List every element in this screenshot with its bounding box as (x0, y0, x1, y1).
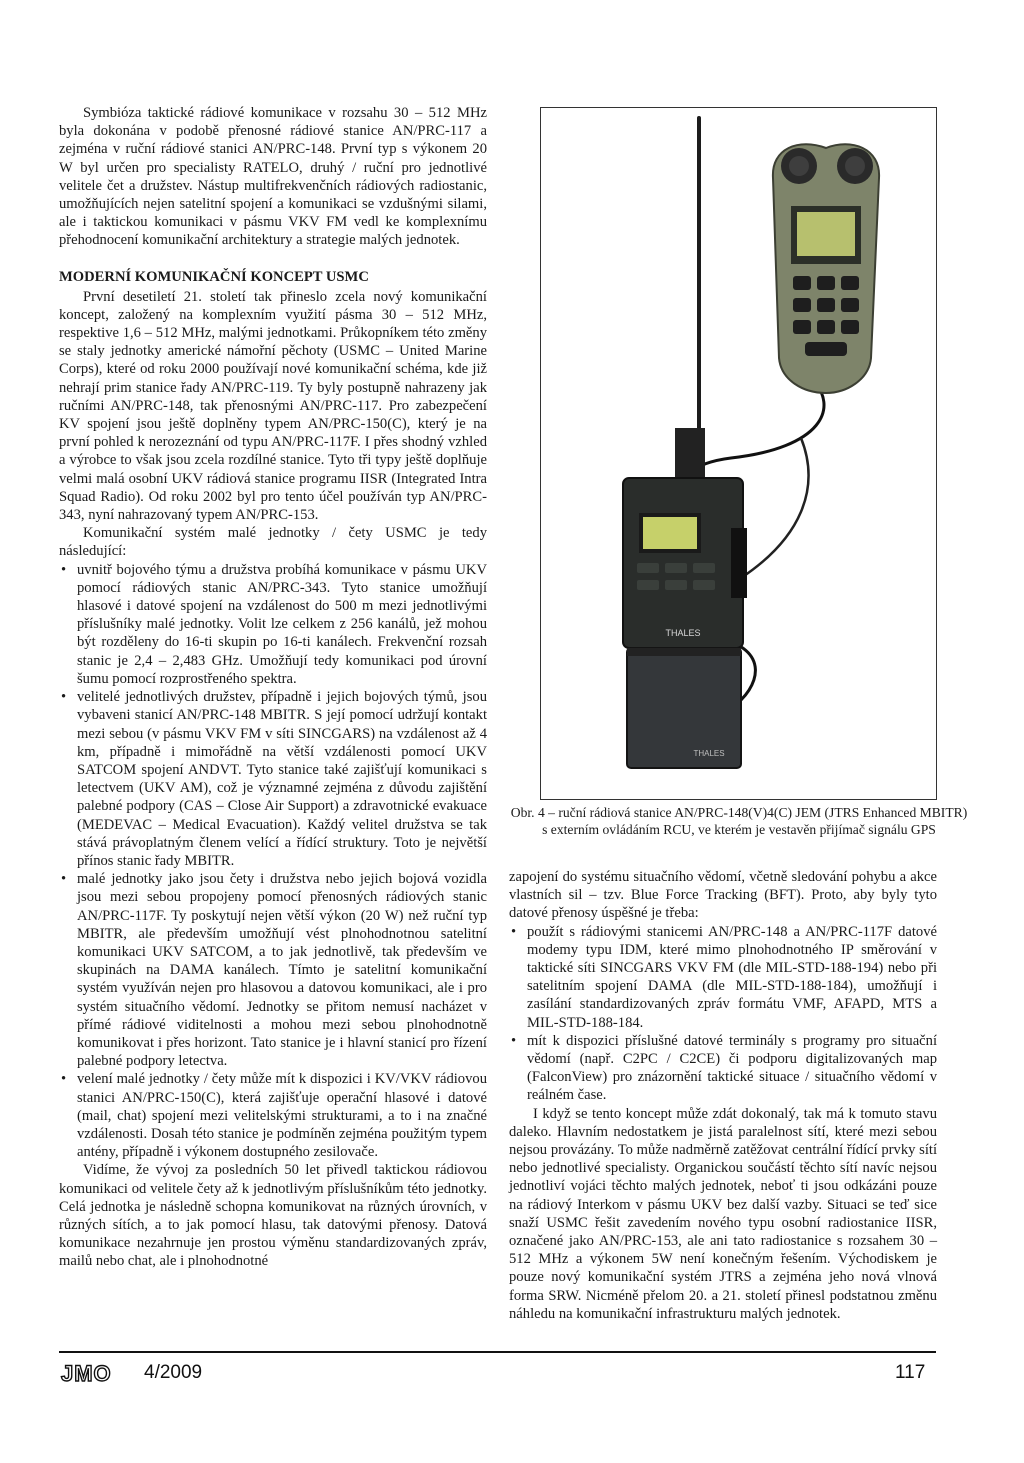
rcu-controller (773, 144, 879, 393)
section-heading: MODERNÍ KOMUNIKAČNÍ KONCEPT USMC (59, 268, 369, 285)
list-item: • použít s rádiovými stanicemi AN/PRC-148 a AN/PRC-117F datové modemy typu IDM, které mimo plnohodnotného IP směrování v taktické síti SINCGARS VKV FM (dle MIL-STD-188-194) nebo při satelitním spojení DAMA (dle MIL-STD-188-184), umožňují i zasílání standardizovaných zpráv formátu VMF, AFAPD, MTS a MIL-STD-188-184. (509, 923, 937, 1032)
journal-logo: JMO (61, 1361, 112, 1386)
body-paragraph: zapojení do systému situačního vědomí, včetně sledování pohybu a akce vlastních sil – tzv. Blue Force Tracking (BFT). Proto, aby byly tyto datové přenosy úspěšné je třeba: (509, 869, 937, 922)
bullet-list (509, 923, 937, 1105)
body-paragraph: Vidíme, že vývoj za posledních 50 let přivedl taktickou rádiovou komunikaci od velitele čety až k jednotlivým příslušníkům této jednotky. Celá jednotka je následně schopna komunikovat na různých úrovních, v různých sítích, a to jak pomocí hlasu, tak datovými přenosy. Datová komunikace nezahrnuje jen prostou výměnu standardizovaných zpráv, mailů nebo chat, ale i plnohodnotné (59, 1162, 487, 1270)
list-item: • velení malé jednotky / čety může mít k dispozici i KV/VKV rádiovou stanici AN/PRC-150(C), která zajišťuje operační hlasové i datové (mail, chat) spojení mezi velitelskými strukturami, a to i na značné vzdálenosti. Dosah této stanice je podmíněn zejména použitým typem antény, případně i výkonem dostupného zesilovače. (59, 1070, 487, 1161)
body-paragraph: První desetiletí 21. století tak přineslo zcela nový komunikační koncept, založený na komplexním využití pásma 30 – 512 MHz, respektive 1,6 – 512 MHz, malými jednotkami. Průkopníkem této změny se staly jednotky americké námořní pěchoty (USMC – United Marine Corps), které od roku 2000 používají nové komunikační schéma, kde již nehrají prim stanice řady AN/PRC-119. Ty byly postupně nahrazeny jak ručními AN/PRC-148, tak přenosnými AN/PRC-117. Pro zabezpečení KV spojení jsou ještě doplněny typem AN/PRC-150(C), který je na první pohled k nerozeznání od typu AN/PRC-117F. I přes shodný vzhled a výrobce to však jsou zcela rozdílné stanice. Tyto tři typy ještě doplňuje velmi malá osobní UKV rádiová stanice programu IISR (Integrated Intra Squad Radio). Od roku 2002 byl pro tento účel používán typ AN/PRC-343, nyní nahrazovaný typem AN/PRC-153. (59, 288, 487, 524)
svg-text:THALES: THALES (665, 628, 701, 638)
figure-caption: Obr. 4 – ruční rádiová stanice AN/PRC-148(V)4(C) JEM (JTRS Enhanced MBITR) s externím ovládáním RCU, ve kterém je vestavěn přijímač signálu GPS (510, 805, 968, 837)
svg-text:THALES: THALES (693, 749, 725, 758)
footer-divider (59, 1351, 936, 1353)
list-item: • malé jednotky jako jsou čety i družstva nebo jejich bojová vozidla jsou mezi sebou propojeny pomocí přenosných rádiových stanic AN/PRC-117F. Ty poskytují nejen větší výkon (20 W) než ruční typ MBITR, ale především umožňují vést plnohodnotnou satelitní komunikaci UKV SATCOM, a to jak jednotlivě, tak především ve skupinách na DAMA kanálech. Tímto je satelitní komunikační systém využíván nejen pro hlasovou a datovou komunikaci, ale i pro systém situačního vědomí. Jednotky se přitom nemusí nacházet v přímé rádiové viditelnosti a mohou mezi sebou plnohodnotně komunikovat i přes horizont. Tato stanice je i hlavní stanicí pro řízení palebné podpory letectva. (59, 870, 487, 1070)
body-paragraph: Komunikační systém malé jednotky / čety USMC je tedy následující: (59, 525, 487, 560)
list-item: • mít k dispozici příslušné datové terminály s programy pro situační vědomí (např. C2PC / C2CE) či podporu digitalizovaných map (FalconView) pro znázornění taktické situace / situačního vědomí v reálném čase. (509, 1032, 937, 1105)
left-column (59, 104, 487, 1271)
right-column (509, 868, 937, 1323)
list-item: • uvnitř bojového týmu a družstva probíhá komunikace v pásmu UKV pomocí rádiových stanic AN/PRC-343. Tyto stanice umožňují hlasové i datové spojení na vzdálenost do 500 m mezi jednotlivými příslušníky malé jednotky. Volit lze celkem z 256 kanálů, jež mohou být rozděleny do 16-ti skupin po 16-ti kanálech. Frekvenční rozsah stanic je 2,4 – 2,483 GHz. Umožňují tedy komunikaci pod úrovní šumu pomocí rozprostřeného spektra. (59, 561, 487, 688)
page-number: 117 (895, 1362, 926, 1383)
list-item: • velitelé jednotlivých družstev, případně i jejich bojových týmů, jsou vybaveni stanicí AN/PRC-148 MBITR. S její pomocí udržují kontakt mezi sebou (v pásmu VKV FM v síti SINCGARS) na vzdálenost až 4 km, případně i mimořádně na větší vzdálenosti pomocí UKV SATCOM spojení ANDVT. Tyto stanice také zajišťují komunikaci s letectvem (UKV AM), což je významné zejména z důvodu zajištění palebné podpory (CAS – Close Air Support) a zdravotnické evakuace (MEDEVAC – Medical Evacuation). Každý velitel družstva se tak stává právoplatným členem velící a řídící struktury. Toto je největší přínos stanic řady MBITR. (59, 688, 487, 870)
radio-illustration (541, 108, 936, 799)
figure-photo (540, 107, 937, 800)
body-paragraph: I když se tento koncept může zdát dokonalý, tak má k tomuto stavu daleko. Hlavním nedostatkem je jistá paralelnost sítí, které mezi sebou nejsou provázány. To může nadměrně zatěžovat centrální řídící prvky sítí nebo jednotlivé specialisty. Organickou součástí těchto sítí navíc nejsou jednotliví vojáci těchto malých jednotek, neboť ti jsou odkázáni pouze na rádiový Interkom v pásmu UKV bez další vazby. Situaci se teď sice snaží USMC řešit zavedením nového typu osobní radiostanice IISR, označené jako AN/PRC-153, ale ani tato radiostanice s rozsahem 30 – 512 MHz a výkonem 5W není konečným řešením. Východiskem je pouze nový komunikační systém JTRS a zejména jeho nová vlnová forma SRW. Nicméně přelom 20. a 21. století přinesl podstatnou změnu náhledu na komunikační infrastrukturu malých jednotek. (509, 1105, 937, 1322)
bullet-list (59, 561, 487, 1162)
intro-paragraph: Symbióza taktické rádiové komunikace v rozsahu 30 – 512 MHz byla dokonána v podobě přenosné rádiové stanice AN/PRC-117 a zejména v ruční rádiové stanici AN/PRC-148. První typ s výkonem 20 W byl určen pro specialisty RATELO, druhý / ruční pro jednotlivé velitele čet a družstev. Nástup multifrekvenčních rádiových radiostanic, umožňujících nejen satelitní spojení a komunikaci se vzdušnými silami, ale i taktickou komunikaci v pásmu VKV FM vedl ke komplexnímu přehodnocení komunikační architektury a strategie malých jednotek. (59, 105, 487, 249)
radio-body (623, 428, 747, 768)
issue-number: 4/2009 (144, 1362, 203, 1383)
